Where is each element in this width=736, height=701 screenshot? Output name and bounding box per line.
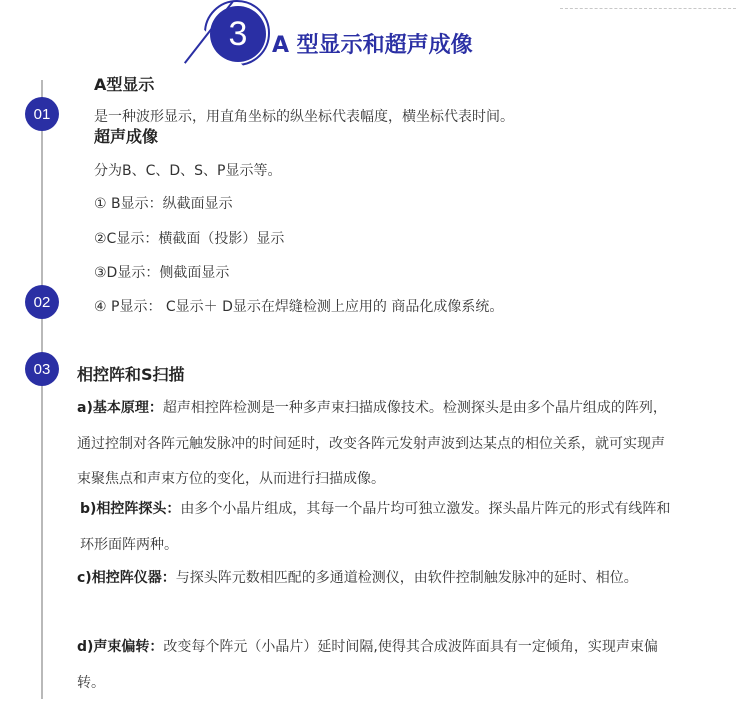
text-phased-probe: 由多个小晶片组成，其每一个晶片均可独立激发。探头晶片阵元的形式有线阵和环形面阵两种。 (80, 501, 671, 553)
header-divider (560, 8, 736, 9)
imaging-line-3: ②C显示：横截面（投影）显示 (94, 231, 285, 247)
paragraph-phased-probe (80, 492, 680, 563)
imaging-line-2: ① B显示：纵截面显示 (94, 196, 233, 212)
text-phased-instrument: 与探头阵元数相匹配的多通道检测仪，由软件控制触发脉冲的延时、相位。 (175, 570, 638, 586)
imaging-line-5: ④ P显示： C显示＋ D显示在焊缝检测上应用的 商品化成像系统。 (94, 299, 504, 315)
badge-02: 02 (25, 285, 59, 319)
text-basic-principle: 超声相控阵检测是一种多声束扫描成像技术。检测探头是由多个晶片组成的阵列，通过控制对各阵元触发脉冲的时间延时，改变各阵元发射声波到达某点的相位关系，就可实现声束聚焦点和声束方位的变化，从而进行扫描成像。 (77, 400, 667, 487)
paragraph-phased-instrument (77, 561, 677, 597)
paragraph-beam-steering (77, 630, 677, 701)
heading-ultrasound-imaging: 超声成像 (94, 127, 159, 146)
label-phased-instrument: c)相控阵仪器： (77, 570, 176, 586)
badge-03: 03 (25, 352, 59, 386)
heading-phased-array: 相控阵和S扫描 (77, 365, 185, 384)
a-display-text: 是一种波形显示，用直角坐标的纵坐标代表幅度，横坐标代表时间。 (94, 109, 514, 125)
page-title: A 型显示和超声成像 (272, 33, 473, 58)
imaging-line-1: 分为B、C、D、S、P显示等。 (94, 163, 282, 179)
imaging-line-4: ③D显示：侧截面显示 (94, 265, 230, 281)
timeline-line (41, 80, 43, 699)
label-basic-principle: a)基本原理： (77, 400, 163, 416)
section-number: 3 (210, 6, 266, 62)
text-beam-steering: 改变每个阵元（小晶片）延时间隔,使得其合成波阵面具有一定倾角，实现声束偏转。 (77, 639, 658, 691)
label-phased-probe: b)相控阵探头： (80, 501, 181, 517)
label-beam-steering: d)声束偏转： (77, 639, 164, 655)
paragraph-basic-principle (77, 391, 677, 498)
badge-01: 01 (25, 97, 59, 131)
heading-a-display: A型显示 (94, 75, 155, 94)
